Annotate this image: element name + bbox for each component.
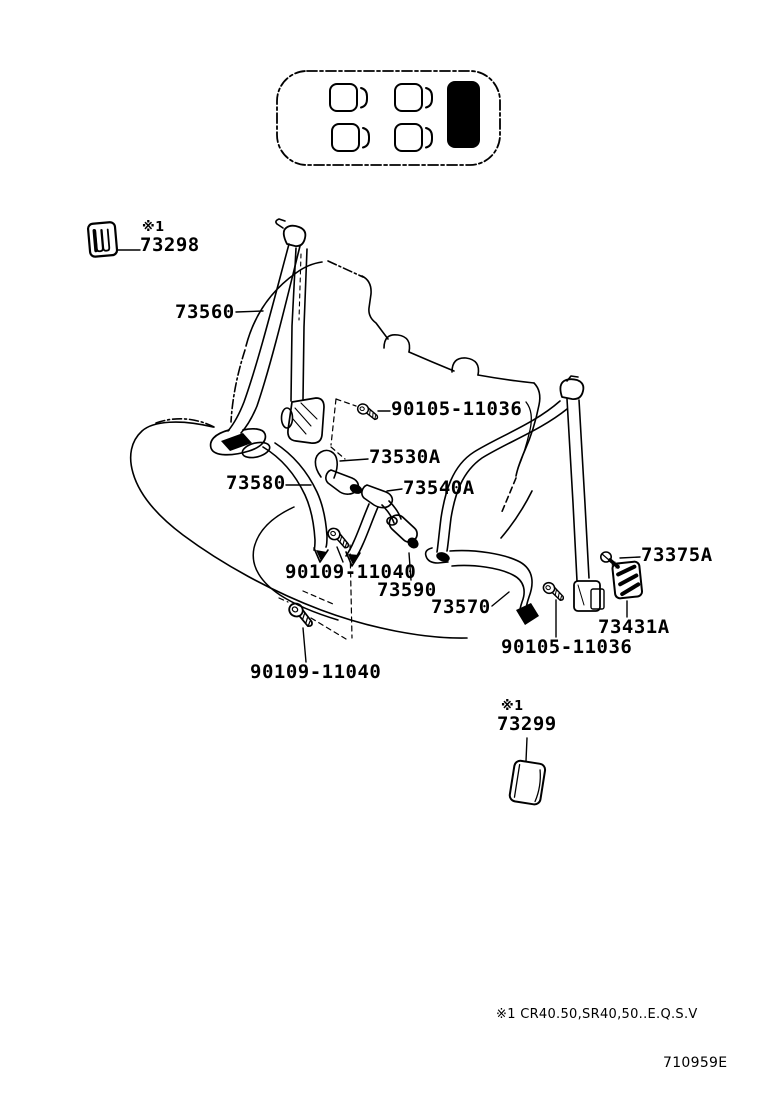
belt-guide-73298-drawing xyxy=(88,222,118,257)
projection-lines xyxy=(279,399,356,639)
outer-belt-73560-drawing xyxy=(211,219,324,460)
part-label-90109-11040-upper[interactable]: 90109-11040 xyxy=(285,561,417,583)
part-label-90109-11040-lower[interactable]: 90109-11040 xyxy=(250,661,382,683)
part-label-73560[interactable]: 73560 xyxy=(175,301,235,323)
label-plate-73299-drawing xyxy=(509,760,546,805)
part-label-73299[interactable]: 73299 xyxy=(497,713,557,735)
part-label-73540a[interactable]: 73540A xyxy=(403,477,475,499)
part-label-73580[interactable]: 73580 xyxy=(226,472,286,494)
part-label-73298[interactable]: 73298 xyxy=(140,234,200,256)
part-label-73375a[interactable]: 73375A xyxy=(641,544,713,566)
part-label-90105-11036-lower[interactable]: 90105-11036 xyxy=(501,636,633,658)
retractor-73570-drawing xyxy=(574,581,604,611)
footnote-ref-73298: ※1 xyxy=(142,220,165,235)
part-label-90105-11036-upper[interactable]: 90105-11036 xyxy=(391,398,523,420)
car-top-view-drawing xyxy=(277,71,500,165)
figure-code: 710959E xyxy=(663,1055,728,1071)
part-label-73590[interactable]: 73590 xyxy=(377,579,437,601)
part-label-73431a[interactable]: 73431A xyxy=(598,616,670,638)
applicability-footnote: ※1 CR40.50,SR40,50..E.Q.S.V xyxy=(496,1007,698,1022)
screw-73375a-drawing xyxy=(601,552,619,568)
footnote-ref-73299: ※1 xyxy=(501,699,524,714)
part-label-73570[interactable]: 73570 xyxy=(431,596,491,618)
highlighted-seat-position xyxy=(447,81,480,148)
part-label-73530a[interactable]: 73530A xyxy=(369,446,441,468)
